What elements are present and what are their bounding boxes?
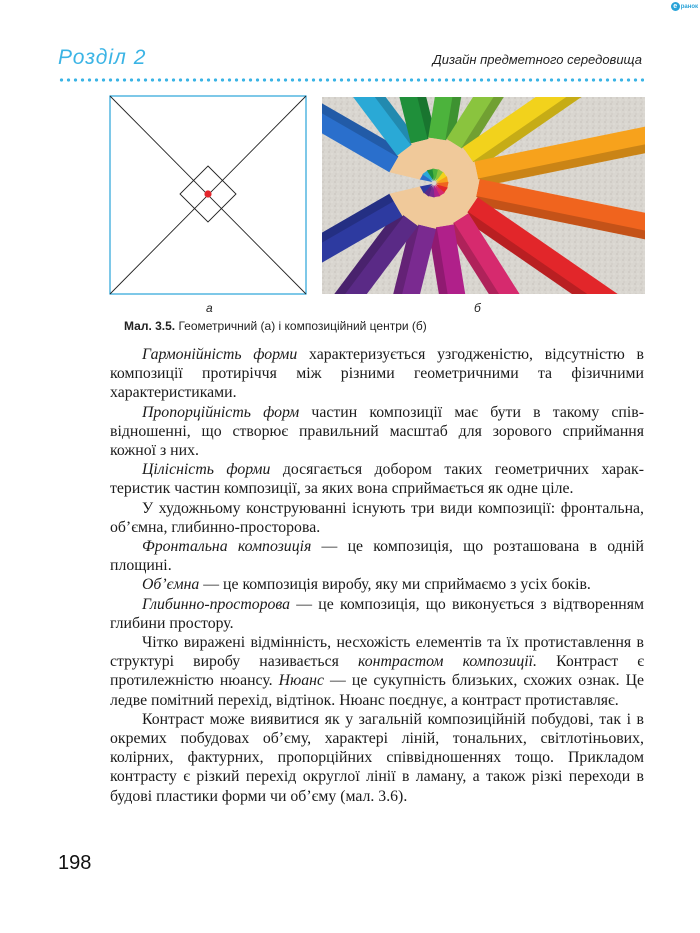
paragraph [110, 460, 644, 498]
paragraph [110, 403, 644, 461]
figure-label-b: б [474, 301, 481, 315]
term: Глибинно-просторова [142, 595, 291, 613]
paragraph-text: — це композиція, що виконується з відтворенням глибини простору. [110, 595, 644, 632]
caption-text: Геометричний (а) і композиційний центри (б) [175, 319, 427, 333]
term: Об’ємна [142, 576, 200, 594]
paragraph-text: Чітко виражені відмінність, несхожість елементів та їх протиставлення в структурі виробу називається [110, 634, 644, 671]
term: контрастом композиції. [357, 653, 538, 671]
paragraph-text: досягається добором таких геометричних характеристик частин композиції, за яких вона сприймається як одне ціле. [110, 461, 644, 498]
term: Гармонійність форми [142, 346, 298, 363]
body-text [110, 345, 644, 806]
term: Нюанс [278, 672, 324, 690]
header-dotted-divider [58, 78, 644, 82]
geometric-center-dot [204, 190, 211, 197]
page-header [58, 44, 642, 70]
figure-geometric-center [109, 95, 307, 295]
paragraph [110, 595, 644, 633]
term: Пропорційність форм [142, 403, 300, 421]
term: Цілісність форми [142, 461, 271, 479]
paragraph-text: — це композиція, що розташована в одній площині. [110, 538, 644, 575]
paragraph: У художньому конструюванні існують три види композиції: фронтальна, об’ємна, глибинно-просторова. [110, 499, 644, 536]
term: Фронтальна композиція [142, 538, 312, 556]
paragraph [110, 633, 644, 710]
paragraph-text: — це сукупність близьких, схожих ознак. Це ледве помітний перехід, відтінок. Нюанс поєднує, а контраст протиставляє. [110, 672, 644, 709]
paragraph-text: — це композиція виробу, яку ми сприймаємо з усіх боків. [199, 576, 591, 594]
paragraph-text: Контраст є протилежністю нюансу. [110, 653, 644, 690]
publisher-logo [671, 2, 698, 11]
figure-caption [124, 319, 427, 333]
logo-mark: e [671, 2, 680, 11]
caption-number: Мал. 3.5. [124, 319, 176, 333]
page-number: 198 [58, 852, 92, 874]
logo-text: ранок [680, 3, 698, 10]
paragraph [110, 345, 644, 403]
running-head: Дизайн предметного середовища [432, 52, 642, 67]
figure-pencils-photo [322, 97, 645, 294]
section-title: Розділ 2 [58, 46, 147, 69]
figure-label-a: а [206, 301, 213, 315]
paragraph-text: частин композиції має бути в такому співвідношенні, що створює правильний масштаб для зорового сприймання кожної з них. [110, 403, 644, 460]
paragraph [110, 537, 644, 575]
paragraph-text: характеризується узгодженістю, відсутністю в композиції протиріччя між різними геометричними та фізичними характеристиками. [110, 346, 644, 402]
paragraph: Контраст може виявитися як у загальній композиційній побудові, так і в окремих побудовах об’єму, характері ліній, тональних, світлотіньових, колірних, фактурних, пропорційних співвідношеннях тощо. Прикладом контрасту є різкий перехід округлої лінії в ламану, а також різкі переходи в будові пластики форми чи об’єму (мал. 3.6). [110, 710, 644, 805]
paragraph [110, 575, 644, 594]
